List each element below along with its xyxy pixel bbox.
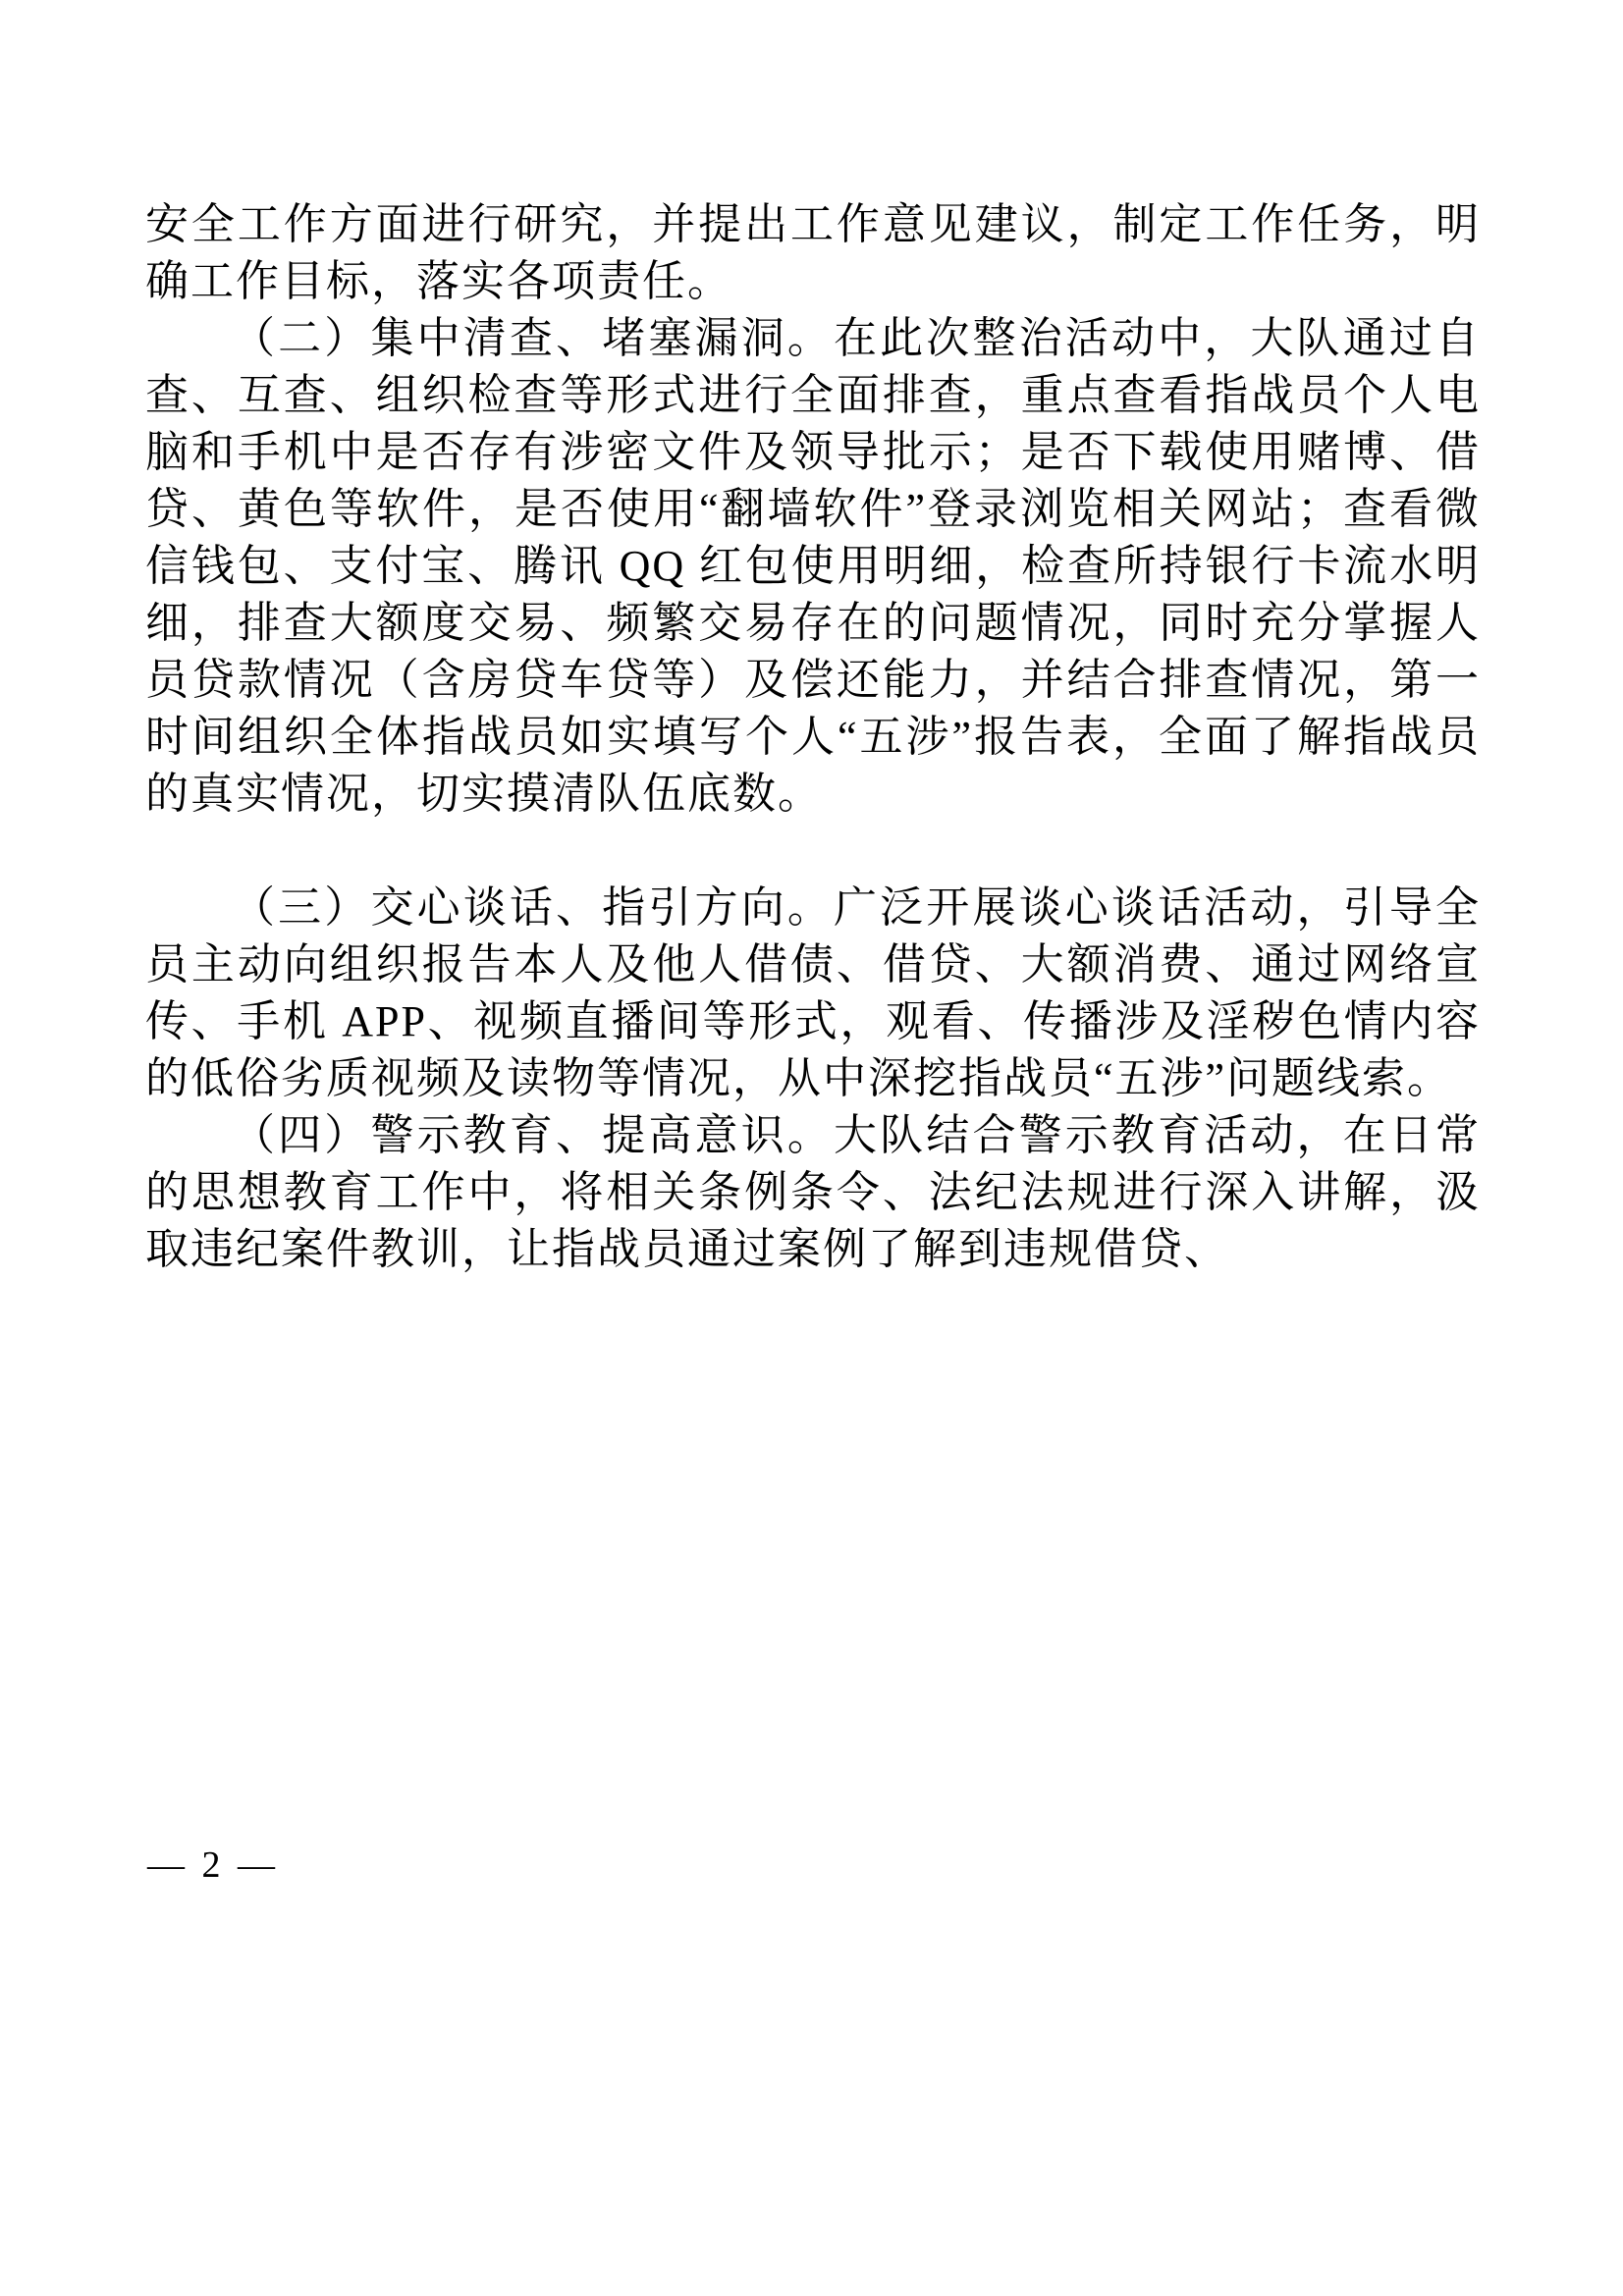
paragraph-section-2: （二）集中清查、堵塞漏洞。在此次整治活动中，大队通过自查、互查、组织检查等形式进行全面排查，重点查看指战员个人电脑和手机中是否存有涉密文件及领导批示；是否下载使用赌博、借贷、黄色等软件，是否使用“翻墙软件”登录浏览相关网站；查看微信钱包、支付宝、腾讯 QQ 红包使用明细，检查所持银行卡流水明细，排查大额度交易、频繁交易存在的问题情况，同时充分掌握人员贷款情况（含房贷车贷等）及偿还能力，并结合排查情况，第一时间组织全体指战员如实填写个人“五涉”报告表，全面了解指战员的真实情况，切实摸清队伍底数。 <box>145 314 1481 818</box>
paragraph-section-3: （三）交心谈话、指引方向。广泛开展谈心谈话活动，引导全员主动向组织报告本人及他人借债、借贷、大额消费、通过网络宣传、手机 APP、视频直播间等形式，观看、传播涉及淫秽色情内容的低俗劣质视频及读物等情况，从中深挖指战员“五涉”问题线索。 <box>145 883 1481 1102</box>
paragraph-section-4: （四）警示教育、提高意识。大队结合警示教育活动，在日常的思想教育工作中，将相关条例条令、法纪法规进行深入讲解，汲取违纪案件教训，让指战员通过案例了解到违规借贷、 <box>145 1111 1481 1273</box>
document-body <box>145 196 1481 1278</box>
page-number: — 2 — <box>147 1844 279 1886</box>
paragraph-continuation: 安全工作方面进行研究，并提出工作意见建议，制定工作任务，明确工作目标，落实各项责任。 <box>145 200 1481 305</box>
